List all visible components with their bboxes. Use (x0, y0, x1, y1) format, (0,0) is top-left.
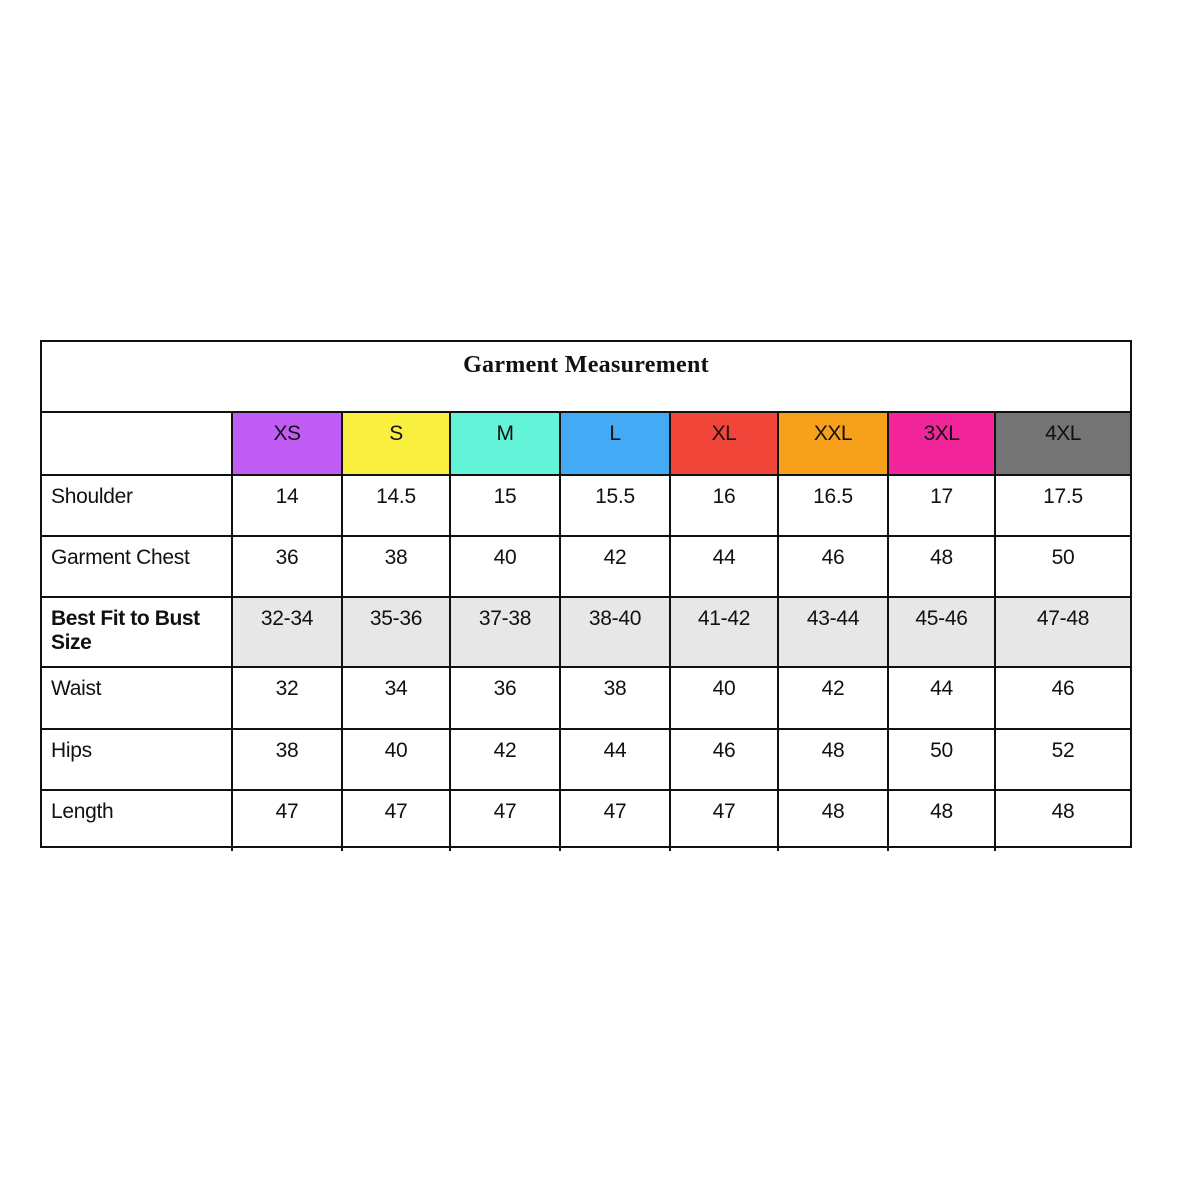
table-cell: 34 (342, 667, 450, 729)
size-header-xs: XS (232, 413, 342, 475)
table-cell: 17.5 (995, 475, 1130, 536)
table-cell: 38 (232, 729, 342, 790)
size-header-3xl: 3XL (888, 413, 995, 475)
table-cell: 45-46 (888, 597, 995, 667)
table-cell: 47 (670, 790, 778, 851)
table-cell: 42 (778, 667, 888, 729)
table-cell: 40 (342, 729, 450, 790)
table-cell: 47 (342, 790, 450, 851)
row-label-garment-chest: Garment Chest (42, 536, 232, 597)
size-chart (40, 340, 1132, 848)
row-label-waist: Waist (42, 667, 232, 729)
table-cell: 38 (560, 667, 670, 729)
table-cell: 47 (450, 790, 560, 851)
table-row-waist (42, 667, 1130, 729)
table-cell: 48 (888, 536, 995, 597)
table-cell: 15 (450, 475, 560, 536)
size-header-xxl: XXL (778, 413, 888, 475)
table-cell: 44 (670, 536, 778, 597)
corner-cell (42, 413, 232, 475)
table-cell: 48 (888, 790, 995, 851)
table-cell: 44 (560, 729, 670, 790)
size-header-l: L (560, 413, 670, 475)
table-cell: 48 (778, 729, 888, 790)
table-cell: 38 (342, 536, 450, 597)
header-row (42, 413, 1130, 475)
table-cell: 47 (560, 790, 670, 851)
table-cell: 17 (888, 475, 995, 536)
table-cell: 46 (670, 729, 778, 790)
table-cell: 14.5 (342, 475, 450, 536)
table-cell: 47-48 (995, 597, 1130, 667)
table-cell: 36 (450, 667, 560, 729)
table-cell: 48 (1051, 800, 1075, 823)
table-cell: 16 (670, 475, 778, 536)
table-cell: 32-34 (232, 597, 342, 667)
table-cell: 46 (778, 536, 888, 597)
row-label-length: Length (42, 790, 232, 851)
table-cell: 14 (232, 475, 342, 536)
row-label-hips: Hips (42, 729, 232, 790)
table-row-hips (42, 729, 1130, 790)
table-row-best-fit (42, 597, 1130, 667)
table-cell: 44 (888, 667, 995, 729)
table-cell: 16.5 (778, 475, 888, 536)
table-cell: 38-40 (560, 597, 670, 667)
table-cell: 47 (232, 790, 342, 851)
table-cell: 32 (232, 667, 342, 729)
table-cell: 15.5 (560, 475, 670, 536)
row-label-best-fit: Best Fit to Bust Size (42, 597, 232, 667)
size-header-m: M (450, 413, 560, 475)
table-cell: 50 (888, 729, 995, 790)
chart-title: Garment Measurement (42, 342, 1130, 413)
table-cell: 43-44 (778, 597, 888, 667)
table-cell: 42 (560, 536, 670, 597)
table-cell: 41-42 (670, 597, 778, 667)
size-header-s: S (342, 413, 450, 475)
table-cell: 40 (670, 667, 778, 729)
table-cell: 35-36 (342, 597, 450, 667)
size-header-4xl: 4XL (995, 413, 1130, 475)
measurement-table (42, 413, 1130, 851)
table-cell: 50 (995, 536, 1130, 597)
row-label-shoulder: Shoulder (42, 475, 232, 536)
table-cell: 52 (995, 729, 1130, 790)
table-row-length (42, 790, 1130, 851)
table-cell: 36 (232, 536, 342, 597)
table-cell: 37-38 (450, 597, 560, 667)
table-cell: 46 (995, 667, 1130, 729)
table-cell: 48 (778, 790, 888, 851)
table-row-shoulder (42, 475, 1130, 536)
table-row-garment-chest (42, 536, 1130, 597)
table-cell: 42 (450, 729, 560, 790)
size-header-xl: XL (670, 413, 778, 475)
table-cell: 40 (450, 536, 560, 597)
